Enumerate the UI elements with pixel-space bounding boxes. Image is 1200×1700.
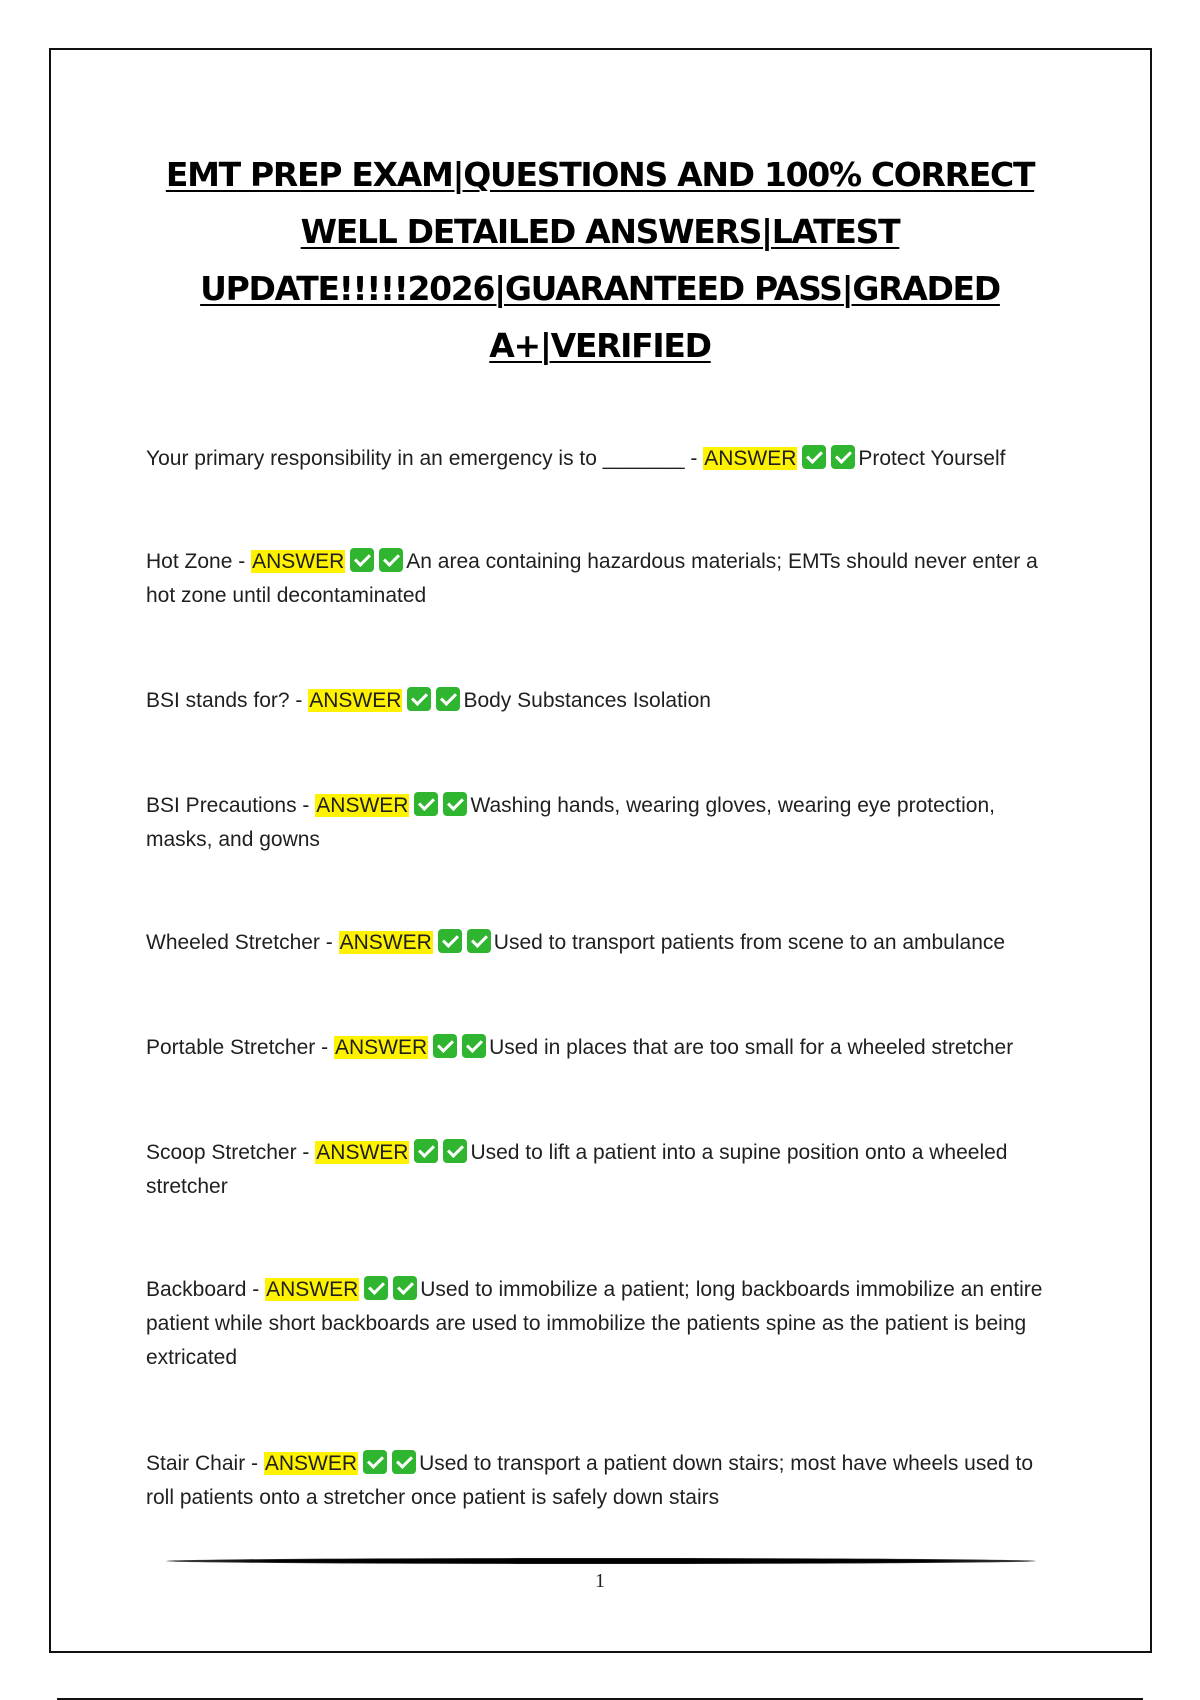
answer-text: Used in places that are too small for a wheeled stretcher xyxy=(489,1036,1014,1059)
check-mark-icon xyxy=(436,687,460,711)
check-mark-icon xyxy=(438,929,462,953)
separator: - xyxy=(246,1278,266,1301)
check-mark-icon xyxy=(462,1034,486,1058)
qa-item xyxy=(146,1273,1066,1375)
answer-text: Used to lift a patient into a supine position onto a wheeled stretcher xyxy=(146,1141,1008,1198)
qa-item xyxy=(146,1447,1066,1515)
check-mark-icon xyxy=(392,1450,416,1474)
question-term: BSI Precautions xyxy=(146,794,297,817)
separator: - xyxy=(684,447,704,470)
separator: - xyxy=(296,1141,316,1164)
question-term: Hot Zone xyxy=(146,550,233,573)
qa-item xyxy=(146,442,1066,476)
answer-label: ANSWER xyxy=(252,550,345,573)
check-mark-icon xyxy=(414,1139,438,1163)
check-mark-icon xyxy=(443,1139,467,1163)
answer-label: ANSWER xyxy=(704,447,797,470)
question-term: Portable Stretcher xyxy=(146,1036,316,1059)
qa-item xyxy=(146,1136,1066,1204)
question-term: Scoop Stretcher xyxy=(146,1141,297,1164)
separator: - xyxy=(289,689,309,712)
qa-item xyxy=(146,1031,1066,1065)
answer-label: ANSWER xyxy=(264,1452,358,1475)
answer-label: ANSWER xyxy=(266,1278,359,1301)
check-mark-icon xyxy=(407,687,431,711)
answer-text: Protect Yourself xyxy=(858,447,1006,470)
check-mark-icon xyxy=(433,1034,457,1058)
question-term: Backboard xyxy=(146,1278,247,1301)
qa-item xyxy=(146,789,1066,857)
check-mark-icon xyxy=(467,929,491,953)
separator: - xyxy=(319,931,339,954)
answer-label: ANSWER xyxy=(316,794,409,817)
question-term: BSI stands for? xyxy=(146,689,290,712)
document-title: EMT PREP EXAM|QUESTIONS AND 100% CORRECT WELL DETAILED ANSWERS|LATEST UPDATE!!!!!2026|GUARANTEED PASS|GRADED A+|VERIFIED xyxy=(165,155,1035,365)
separator: - xyxy=(315,1036,334,1059)
page-number: 1 xyxy=(595,1570,605,1592)
check-mark-icon xyxy=(443,792,467,816)
answer-label: ANSWER xyxy=(309,689,402,712)
answer-text: Used to immobilize a patient; long backboards immobilize an entire patient while short backboards are used to immobilize the patients spine as the patient is being extricated xyxy=(146,1278,1043,1369)
check-mark-icon xyxy=(379,548,403,572)
check-mark-icon xyxy=(363,1450,387,1474)
qa-item xyxy=(146,545,1066,613)
answer-label: ANSWER xyxy=(316,1141,409,1164)
answer-label: ANSWER xyxy=(334,1036,428,1059)
check-mark-icon xyxy=(414,792,438,816)
qa-item xyxy=(146,684,1066,718)
question-term: Wheeled Stretcher xyxy=(146,931,320,954)
separator: - xyxy=(296,794,316,817)
check-mark-icon xyxy=(364,1276,388,1300)
check-mark-icon xyxy=(350,548,374,572)
question-term: Your primary responsibility in an emergency is to _______ xyxy=(146,447,685,470)
separator: - xyxy=(232,550,252,573)
separator: - xyxy=(245,1452,264,1475)
answer-text: Washing hands, wearing gloves, wearing eye protection, masks, and gowns xyxy=(146,794,995,851)
answer-text: An area containing hazardous materials; EMTs should never enter a hot zone until decontaminated xyxy=(146,550,1038,607)
check-mark-icon xyxy=(831,445,855,469)
answer-text: Body Substances Isolation xyxy=(463,689,711,712)
qa-item xyxy=(146,926,1066,960)
check-mark-icon xyxy=(802,445,826,469)
check-mark-icon xyxy=(393,1276,417,1300)
answer-label: ANSWER xyxy=(339,931,432,954)
answer-text: Used to transport patients from scene to an ambulance xyxy=(493,931,1006,954)
question-term: Stair Chair xyxy=(146,1452,246,1475)
footer-divider xyxy=(166,1558,1036,1564)
answer-text: Used to transport a patient down stairs; most have wheels used to roll patients onto a stretcher once patient is safely down stairs xyxy=(146,1452,1034,1509)
